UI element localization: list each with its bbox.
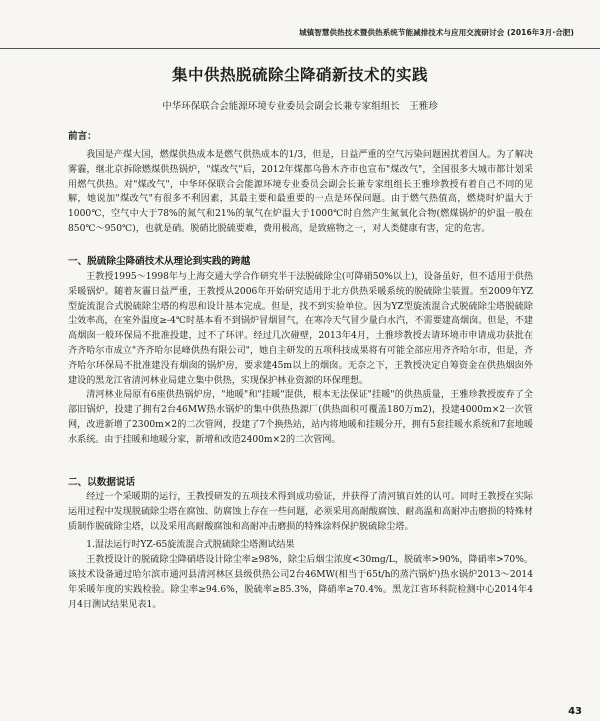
section-1-paragraph-1: 王教授1995～1998年与上海交通大学合作研究半干法脱硫除尘(可降硝50%以上)，设备虽好，但不适用于供热采暖锅炉。随着灰霾日益严重，王教授从2006年开始研究适用于北方供热采暖系统的脱硫除尘装置。至2009年YZ型旋流混合式脱硫除尘塔的构思和设计基本完成。但是，找不到实验单位。因为YZ型旋流混合式脱硫除尘塔脱硫除尘效率高，在室外温度≥-4℃时基本看不到锅炉冒烟冒气，在寒冷天气冒少量白水汽，不需要建高烟囱。但是，不建高烟囱一般环保局不批准投建，过不了环评。经过几次碰壁，2013年4月，土雅珍教授去请环境市申请成功获批在齐齐哈尔市成立"齐齐哈尔昆峰供热有限公司"，她自主研发的五项科技成果将有可能全部应用齐齐哈尔市，但是，齐齐哈尔环保局不批准建没有烟囱的锅炉房，要求建45m以上的烟囱。无奈之下，王教授决定自筹资金在供热烟囱外建设的黑龙江省清河林业局建立集中供热，实现保护林业资源的环保理想。 bbox=[68, 272, 533, 386]
section-2-sub-paragraph: 王教授设计的脱硫除尘降硝塔设计除尘率≥98%，除尘后烟尘浓度<30mg/L，脱硫率>90%，降硝率>70%。该技术设备通过哈尔滨市通河县清河林区县级供热公司2台46MW(相当于65t/h的蒸汽锅炉)热水锅炉2013～2014年采暖年度的实践检验。除尘率≥94.6%，脱硫率≥85.3%，降硝率≥70.4%。黑龙江省环科院检测中心2014年4月4日测试结果见表1。 bbox=[68, 555, 533, 610]
foreword-heading: 前言： bbox=[68, 131, 97, 142]
section-1-body bbox=[68, 270, 533, 448]
foreword-body bbox=[68, 148, 533, 237]
running-title: 城镇智慧供热技术暨供热系统节能减排技术与应用交流研讨会 (2016年3月·合肥) bbox=[299, 28, 574, 37]
section-2-paragraph: 经过一个采暖期的运行，王教授研发的五项技术得到成功验证，并获得了清河镇百姓的认可。同时王教授在实际运用过程中发现脱硫除尘塔在腐蚀、防腐蚀上存在一些问题，必须采用高耐酸腐蚀、耐高温和高耐冲击磨损的特殊材质制作脱硫除尘塔，以及采用高耐酸腐蚀和高耐冲击磨损的特殊涂料保护脱硫除尘塔。 bbox=[68, 492, 533, 532]
section-1-heading: 一、脱硫除尘降硝技术从理论到实践的跨越 bbox=[68, 256, 251, 267]
section-2-heading: 二、以数据说话 bbox=[68, 477, 136, 488]
page-number: 43 bbox=[568, 706, 582, 717]
section-2-body bbox=[68, 490, 533, 612]
section-1-paragraph-2: 清河林业局原有6座供热锅炉房，"地暖"和"挂暖"混供，根本无法保证"挂暖"的供热质量，王雅珍教授废弃了全部旧锅炉，投建了拥有2台46MW热水锅炉的集中供热热源厂(供热面积可覆盖180万m2)，投建4000m×2一次管网，改进新增了2300m×2的二次管网，投建了7个换热站，站内将地暖和挂暖分开，拥有5套挂暖水系统和7套地暖水系统。由于挂暖和地暖分家，新增和改造2400m×2的二次管网。 bbox=[68, 390, 533, 445]
test-results-subheading: 1.湿法运行时YZ-65旋流混合式脱硫除尘塔测试结果 bbox=[86, 540, 295, 551]
author-line: 中华环保联合会能源环境专业委员会副会长兼专家组组长 王雅珍 bbox=[162, 101, 438, 112]
foreword-paragraph: 我国是产煤大国，燃煤供热成本是燃气供热成本的1/3，但是，日益严重的空气污染问题困扰着国人。为了解决雾霾，继北京拆除燃煤供热锅炉，"煤改气"后，2012年煤都乌鲁木齐市也宣布"煤改气"，全国很多大城市都计划采用燃气供热。对"煤改气"，中华环保联合会能源环境专业委员会副会长兼专家组组长王雅珍教授有着自己不同的见解，她说加"煤改气"有很多不利因素，其最主要和最重要的一点是环保问题。由于燃气热值高，燃烧时炉温大于1000℃，空气中大于78%的氮气和21%的氧气在炉温大于1000℃时自然产生氮氧化合物(燃煤锅炉的炉温一般在850℃～950℃)，也就是硝。脱硝比脱硫要难，费用极高，是致癌物之一，对人类健康有害，定的危害。 bbox=[68, 150, 533, 234]
article-title: 集中供热脱硫除尘降硝新技术的实践 bbox=[171, 66, 428, 84]
running-header bbox=[0, 0, 600, 49]
